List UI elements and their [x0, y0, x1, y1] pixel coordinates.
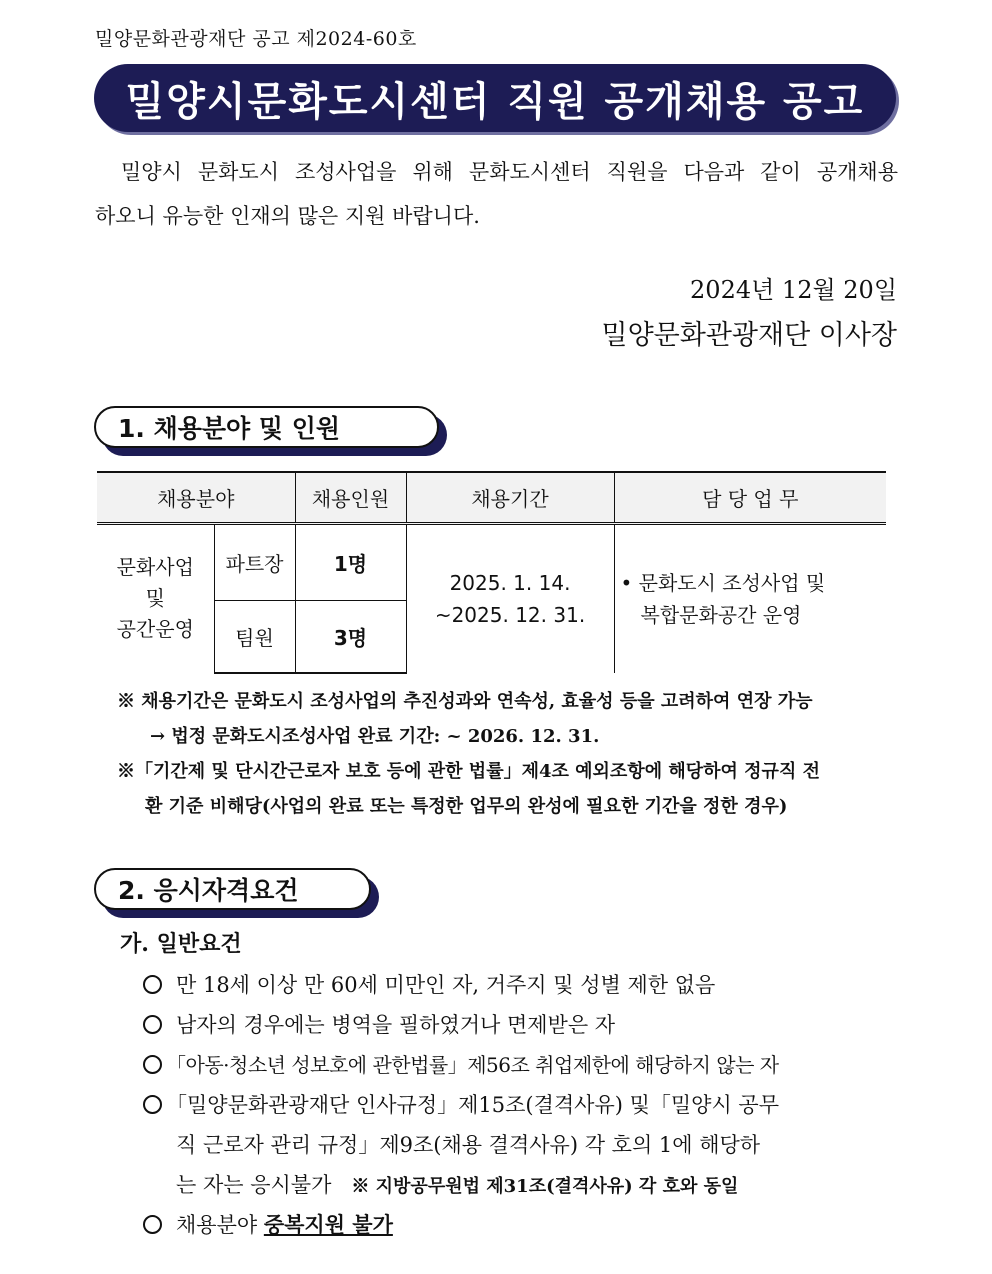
item-4-line-2: 직 근로자 관리 규정」제9조(채용 결격사유) 각 호의 1에 해당하: [176, 1133, 761, 1157]
circle-bullet-icon: [143, 1015, 162, 1034]
item-5-text: 채용분야: [176, 1213, 258, 1237]
role-cell-1: 파트장: [214, 524, 295, 601]
period-cell: [406, 524, 614, 673]
count-cell-1: 1명: [295, 524, 406, 601]
circle-bullet-icon: [143, 975, 162, 994]
item-1-text: 만 18세 이상 만 60세 미만인 자, 거주지 및 성별 제한 없음: [176, 973, 716, 997]
item-4-line-1: 「밀양문화관광재단 인사규정」제15조(결격사유) 및「밀양시 공무: [166, 1093, 779, 1117]
intro-line-2: 하오니 유능한 인재의 많은 지원 바랍니다.: [95, 204, 480, 228]
notice-number: 밀양문화관광재단 공고 제2024-60호: [95, 28, 417, 50]
intro-line-1: 밀양시 문화도시 조성사업을 위해 문화도시센터 직원을 다음과 같이 공개채용: [121, 160, 898, 184]
field-cell: [97, 524, 214, 673]
circle-bullet-icon: [143, 1055, 162, 1074]
intro-paragraph: [95, 150, 898, 238]
table-header-row: [97, 472, 886, 524]
duty-bullet: •: [620, 570, 633, 595]
circle-bullet-icon: [143, 1095, 162, 1114]
sub-section-title: 가. 일반요건: [120, 931, 242, 957]
item-3-text: 「아동·청소년 성보호에 관한법률」제56조 취업제한에 해당하지 않는 자: [166, 1053, 779, 1077]
field-line-3: 공간운영: [116, 617, 194, 642]
list-item: [143, 965, 715, 1005]
period-line-1: 2025. 1. 14.: [449, 570, 571, 595]
duty-line-2: 복합문화공간 운영: [640, 602, 802, 627]
item-4-line-3b: ※ 지방공무원법 제31조(결격사유) 각 호와 동일: [351, 1176, 739, 1197]
item-5-emphasis: 중복지원 불가: [263, 1212, 393, 1237]
circle-bullet-icon: [143, 1215, 162, 1234]
list-item: [143, 1005, 615, 1045]
item-2-text: 남자의 경우에는 병역을 필하였거나 면제받은 자: [176, 1013, 616, 1037]
page-title-text: 밀양시문화도시센터 직원 공개채용 공고: [125, 78, 865, 125]
recruitment-table: [97, 471, 886, 674]
note-1-line-2: → 법정 문화도시조성사업 완료 기간: ~ 2026. 12. 31.: [150, 726, 600, 747]
duty-line-1: 문화도시 조성사업 및: [638, 570, 826, 595]
field-line-1: 문화사업: [116, 555, 194, 580]
page-title: [94, 64, 896, 132]
list-item: [143, 1205, 393, 1245]
item-4-line-3a: 는 자는 응시불가: [176, 1173, 332, 1197]
note-2-line-1: ※「기간제 및 단시간근로자 보호 등에 관한 법률」제4조 예외조항에 해당하여 정규직 전: [117, 761, 820, 782]
role-cell-2: 팀원: [214, 601, 295, 673]
section-2-heading: [94, 868, 371, 910]
header-duty: 담 당 업 무: [614, 472, 886, 524]
notice-signer: 밀양문화관광재단 이사장: [601, 320, 897, 351]
duty-cell: [614, 524, 886, 673]
table-row: [97, 524, 886, 601]
section-1-title: 1. 채용분야 및 인원: [94, 406, 439, 448]
period-line-2: ~2025. 12. 31.: [434, 602, 586, 627]
header-field: 채용분야: [97, 472, 295, 524]
count-cell-2: 3명: [295, 601, 406, 673]
list-item: [143, 1045, 779, 1085]
note-1-line-1: ※ 채용기간은 문화도시 조성사업의 추진성과와 연속성, 효율성 등을 고려하여 연장 가능: [117, 691, 813, 712]
list-item: [143, 1085, 898, 1207]
note-2-line-2: 환 기준 비해당(사업의 완료 또는 특정한 업무의 완성에 필요한 기간을 정한 경우): [145, 796, 788, 817]
field-line-2: 및: [145, 586, 165, 611]
header-count: 채용인원: [295, 472, 406, 524]
section-1-heading: [94, 406, 439, 448]
section-2-title: 2. 응시자격요건: [94, 868, 371, 910]
header-period: 채용기간: [406, 472, 614, 524]
notice-date: 2024년 12월 20일: [690, 276, 897, 304]
